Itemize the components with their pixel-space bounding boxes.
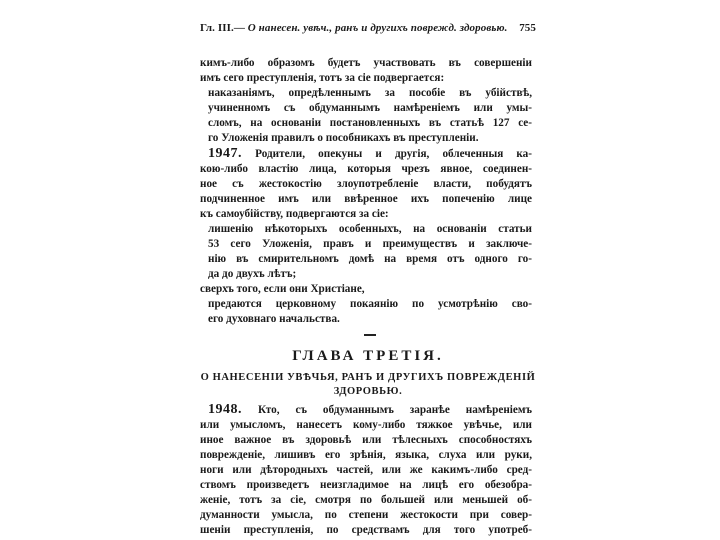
text-line: его духовнаго начальства. [208,313,340,325]
article-text: Кто, съ обдуманнымъ заранѣе намѣренiемъ [257,404,532,416]
text-line: шенiи преступленiя, по средствамъ для того употреб- [200,524,532,536]
article-text: Родители, опекуны и другiя, облеченныя ка- [255,148,532,160]
text-line: сверхъ того, если они Христiане, [200,283,365,295]
text-line: или умысломъ, нанесетъ кому-либо тяжкое увѣчье, или [200,419,532,431]
text-line: ствомъ произведетъ неизгладимое на лицѣ его обезобра- [200,479,532,491]
chapter-subtitle: ЗДОРОВЬЮ. [333,386,403,397]
article-number: 1948. [208,402,242,417]
text-line: учиненномъ съ обдуманнымъ намѣренiемъ или умы- [208,102,532,114]
text-line: ное съ жестокостiю злоупотребленiе власти, побудятъ [200,178,532,190]
text-line: ноги или дѣтородныхъ частей, или же какимъ-либо сред- [200,464,532,476]
text-line: кою-либо властiю лица, которыя чрезъ явное, соединен- [200,163,532,175]
text-line: да до двухъ лѣтъ; [208,268,297,280]
article-first-line [208,146,532,161]
chapter-subtitle: О НАНЕСЕНIИ УВѢЧЬЯ, РАНЪ И ДРУГИХЪ ПОВРЕЖДЕНIЙ [200,372,536,383]
text-line: имъ сего преступленiя, тотъ за сiе подвергается: [200,72,445,84]
header-chapter-ref: Гл. III.— [200,22,245,34]
text-line: сломъ, на основанiи постановленныхъ въ статьѣ 127 се- [208,117,532,129]
text-line: наказанiямъ, опредѣленнымъ за пособiе въ убiйствѣ, [208,87,532,99]
text-line: думанности умысла, по степени жестокости при совер- [200,509,532,521]
text-line: поврежденiе, лишивъ его зрѣнiя, языка, слуха или руки, [200,449,532,461]
text-line: нiю въ смирительномъ домѣ на время отъ одного го- [208,253,532,265]
page-number: 755 [519,22,536,34]
header-title: О нанесен. увѣч., ранъ и другихъ поврежд. здоровью. [247,22,508,34]
text-line: подчиненное имъ или ввѣренное ихъ попеченiю лице [200,193,532,205]
text-line: 53 сего Уложенiя, правъ и преимуществъ и заключе- [208,238,532,250]
text-line: предаются церковному покаянiю по усмотрѣнiю сво- [208,298,532,310]
text-line: лишенiю нѣкоторыхъ особенныхъ, на основанiи статьи [208,223,532,235]
section-divider [364,334,376,336]
text-line: женiе, тотъ за сiе, смотря по большей или меньшей об- [200,494,532,506]
article-number: 1947. [208,146,242,161]
text-line: иное важное въ здоровьѣ или тѣлесныхъ способностяхъ [200,434,532,446]
chapter-title: ГЛАВА ТРЕТIЯ. [292,348,444,364]
text-line: къ самоубiйству, подвергаются за сiе: [200,208,389,220]
text-line: го Уложенiя правилъ о пособникахъ въ преступленiи. [208,132,479,144]
article-first-line [208,402,532,417]
running-header [200,22,536,34]
text-line: кимъ-либо образомъ будетъ участвовать въ совершенiи [200,57,532,69]
